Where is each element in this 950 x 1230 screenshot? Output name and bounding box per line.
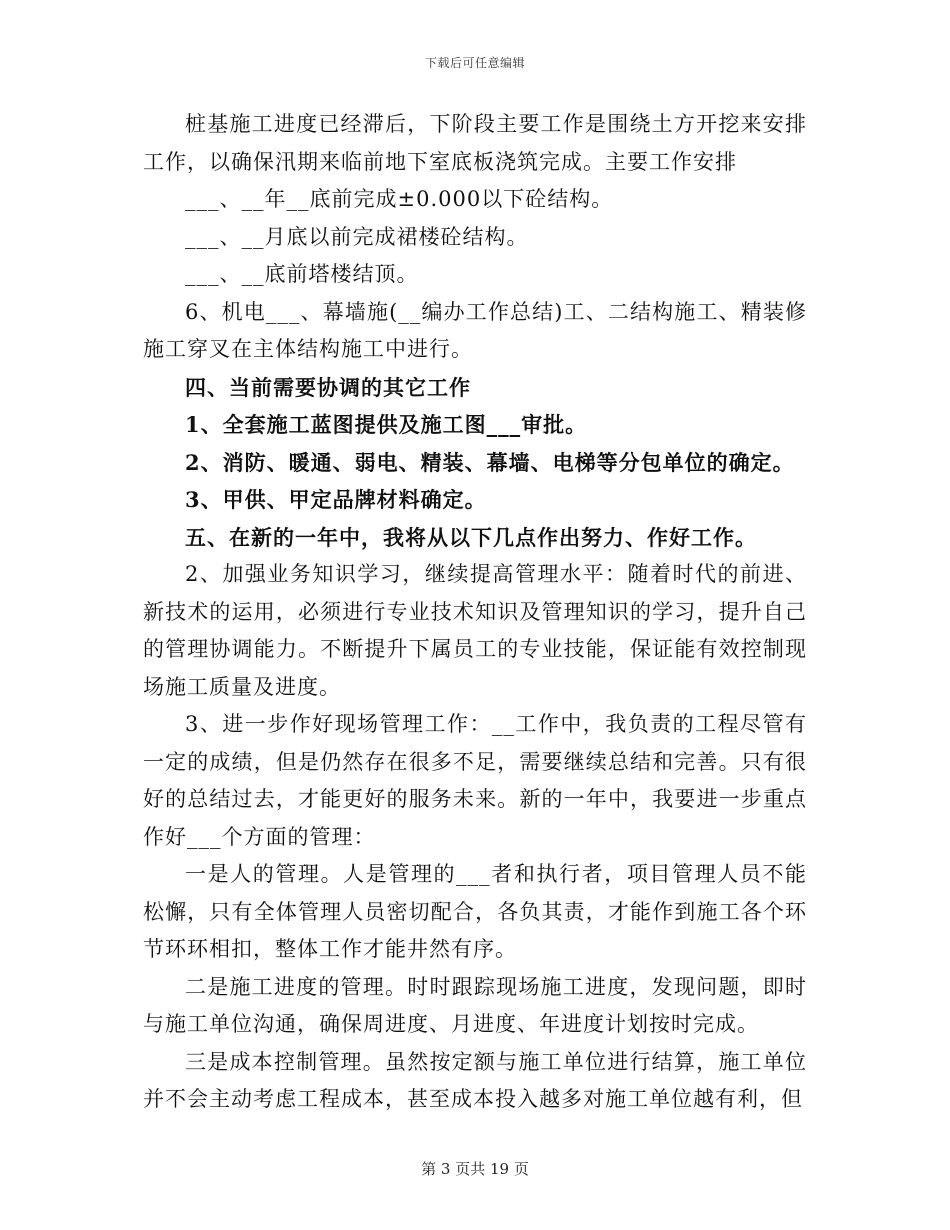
page-footer: 第 3 页共 19 页 <box>421 1160 529 1178</box>
paragraph: 一是人的管理。人是管理的___者和执行者，项目管理人员不能松懈，只有全体管理人员密切配合，各负其责，才能作到施工各个环节环环相扣，整体工作才能井然有序。 <box>143 862 807 961</box>
section-heading: 四、当前需要协调的其它工作 <box>185 374 471 400</box>
paragraph: ___、__年__底前完成±0.000以下砼结构。 <box>185 187 614 211</box>
paragraph: 6、机电___、幕墙施(__编办工作总结)工、二结构施工、精装修施工穿叉在主体结构施工中进行。 <box>143 299 807 361</box>
document-body <box>143 106 807 1119</box>
page-header: 下载后可任意编辑 <box>424 56 525 70</box>
paragraph: 三是成本控制管理。虽然按定额与施工单位进行结算，施工单位并不会主动考虑工程成本，甚至成本投入越多对施工单位越有利，但 <box>143 1049 807 1111</box>
bold-list-item: 1、全套施工蓝图提供及施工图___审批。 <box>185 412 588 437</box>
paragraph: 2、加强业务知识学习，继续提高管理水平：随着时代的前进、新技术的运用，必须进行专业技术知识及管理知识的学习，提升自己的管理协调能力。不断提升下属员工的专业技能，保证能有效控制现场施工质量及进度。 <box>143 562 807 699</box>
bold-list-item: 2、消防、暖通、弱电、精装、幕墙、电梯等分包单位的确定。 <box>185 449 795 475</box>
section-heading: 五、在新的一年中，我将从以下几点作出努力、作好工作。 <box>185 524 757 550</box>
paragraph: 桩基施工进度已经滞后，下阶段主要工作是围绕土方开挖来安排工作，以确保汛期来临前地下室底板浇筑完成。主要工作安排 <box>143 112 807 174</box>
paragraph: ___、__底前塔楼结顶。 <box>185 262 419 286</box>
paragraph: 二是施工进度的管理。时时跟踪现场施工进度，发现问题，即时与施工单位沟通，确保周进度、月进度、年进度计划按时完成。 <box>143 974 807 1036</box>
bold-list-item: 3、甲供、甲定品牌材料确定。 <box>185 487 487 512</box>
paragraph: 3、进一步作好现场管理工作：__工作中，我负责的工程尽管有一定的成绩，但是仍然存在很多不足，需要继续总结和完善。只有很好的总结过去，才能更好的服务未来。新的一年中，我要进一步重点作好___个方面的管理： <box>143 712 807 849</box>
paragraph: ___、__月底以前完成裙楼砼结构。 <box>185 224 529 249</box>
